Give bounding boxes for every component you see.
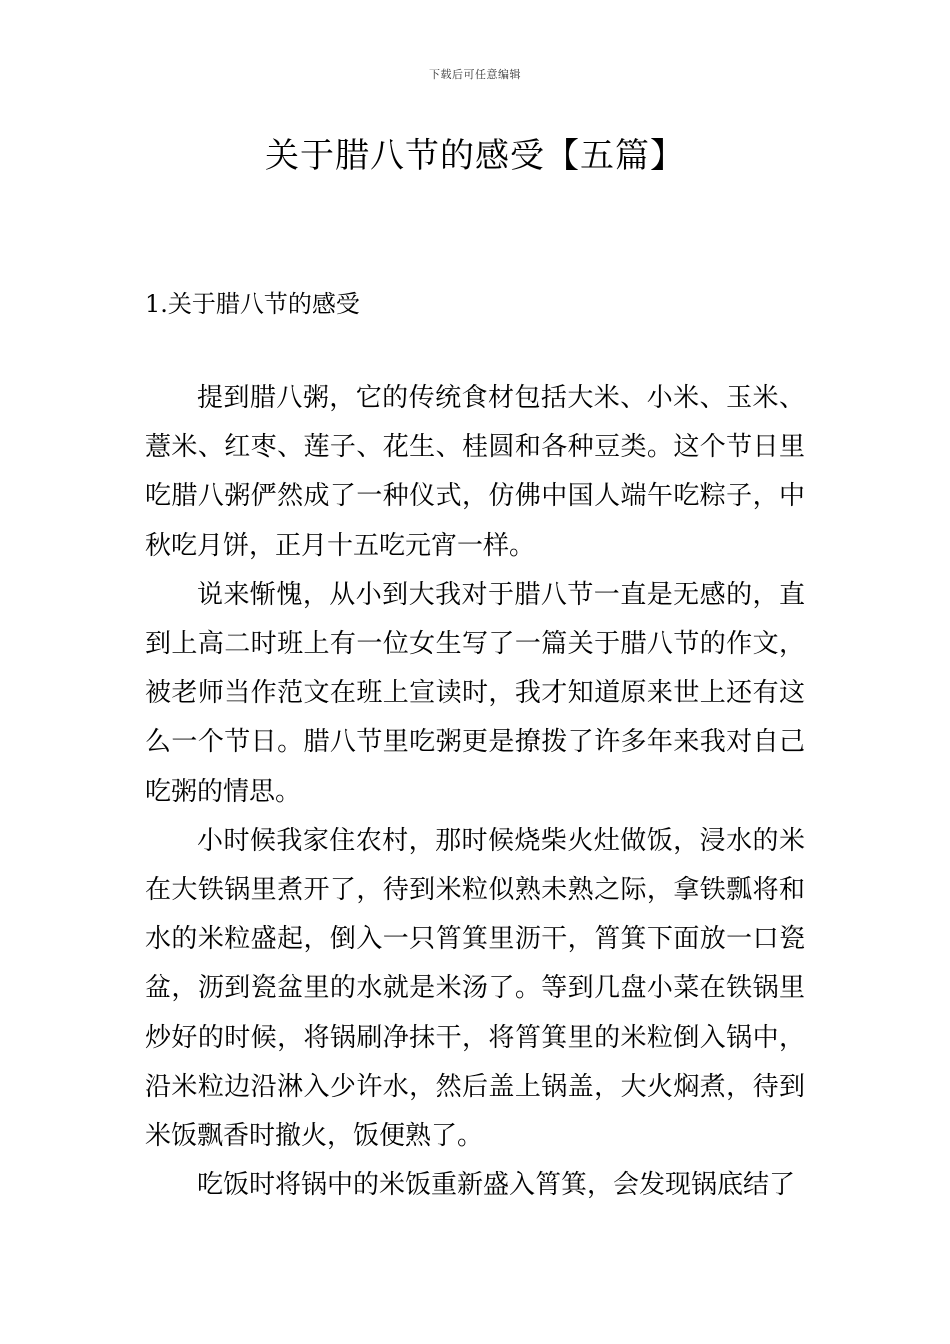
section-heading: 1.关于腊八节的感受 (145, 290, 360, 318)
document-title: 关于腊八节的感受【五篇】 (265, 136, 685, 176)
paragraph-3: 小时候我家住农村，那时候烧柴火灶做饭，浸水的米在大铁锅里煮开了，待到米粒似熟未熟之际，拿铁瓢将和水的米粒盛起，倒入一只筲箕里沥干，筲箕下面放一口瓷盆，沥到瓷盆里的水就是米汤了。等到几盘小菜在铁锅里炒好的时候，将锅刷净抹干，将筲箕里的米粒倒入锅中，沿米粒边沿淋入少许水，然后盖上锅盖，大火焖煮，待到米饭飘香时撤火，饭便熟了。 (145, 825, 805, 1152)
paragraph-1: 提到腊八粥，它的传统食材包括大米、小米、玉米、薏米、红枣、莲子、花生、桂圆和各种豆类。这个节日里吃腊八粥俨然成了一种仪式，仿佛中国人端午吃粽子，中秋吃月饼，正月十五吃元宵一样。 (145, 383, 805, 561)
paragraph-2: 说来惭愧，从小到大我对于腊八节一直是无感的，直到上高二时班上有一位女生写了一篇关于腊八节的作文，被老师当作范文在班上宣读时，我才知道原来世上还有这么一个节日。腊八节里吃粥更是撩拨了许多年来我对自己吃粥的情思。 (145, 579, 805, 807)
header-note: 下载后可任意编辑 (429, 68, 521, 81)
paragraph-4: 吃饭时将锅中的米饭重新盛入筲箕，会发现锅底结了 (197, 1170, 796, 1201)
body-text (145, 374, 805, 1210)
